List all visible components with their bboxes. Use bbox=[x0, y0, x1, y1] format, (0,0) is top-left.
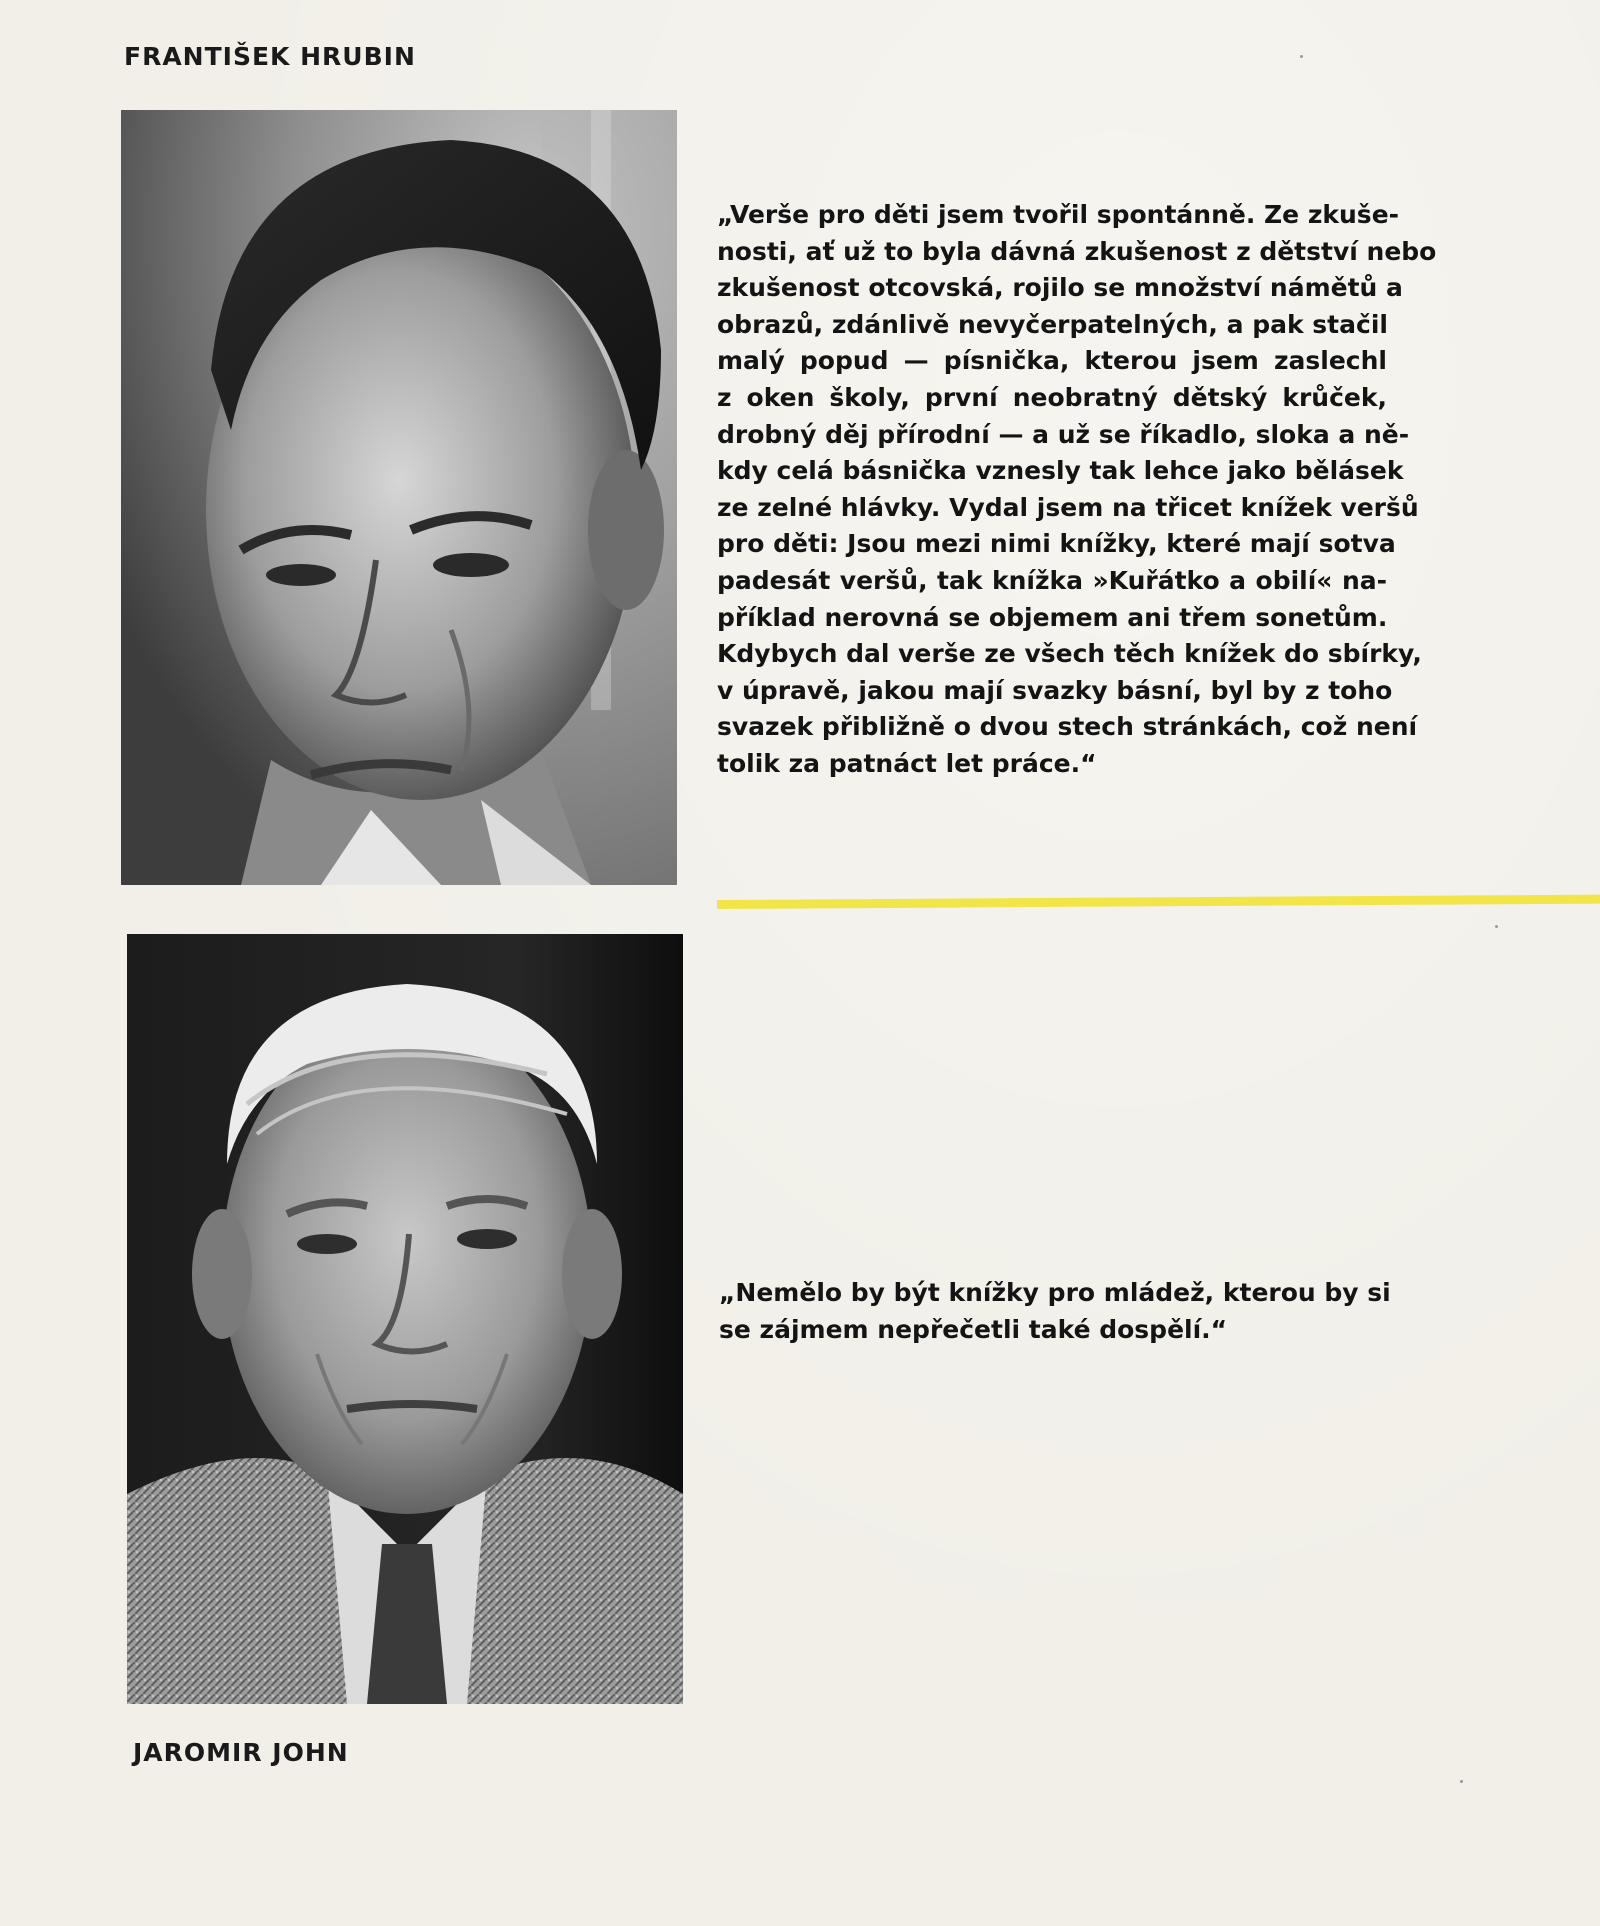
quote-line: padesát veršů, tak knížka »Kuřátko a obilí« na- bbox=[717, 565, 1387, 595]
quote-line: nosti, ať už to byla dávná zkušenost z dětství nebo bbox=[717, 236, 1437, 266]
quote-line: drobný děj přírodní — a už se říkadlo, sloka a ně- bbox=[717, 419, 1410, 449]
quote-line: kdy celá básnička vznesly tak lehce jako bělásek bbox=[717, 456, 1404, 486]
quote-line: v úpravě, jakou mají svazky básní, byl by z toho bbox=[717, 675, 1393, 705]
quote-line: „Nemělo by být knížky pro mládež, kterou by si bbox=[719, 1278, 1391, 1307]
portrait-photo-john bbox=[127, 934, 683, 1704]
quote-line: malý popud — písnička, kterou jsem zaslechl bbox=[717, 346, 1387, 376]
quote-line: ze zelné hlávky. Vydal jsem na třicet knížek veršů bbox=[717, 492, 1419, 522]
quote-line: tolik za patnáct let práce.“ bbox=[717, 748, 1097, 778]
quote-line: Kdybych dal verše ze všech těch knížek do sbírky, bbox=[717, 639, 1422, 669]
paper-speck bbox=[1300, 55, 1303, 58]
author-name-hrubin: FRANTIŠEK HRUBIN bbox=[124, 42, 416, 71]
paper-speck bbox=[1495, 925, 1498, 928]
quote-hrubin bbox=[717, 197, 1437, 783]
paper-speck bbox=[1460, 1780, 1463, 1783]
quote-line: z oken školy, první neobratný dětský krůček, bbox=[717, 382, 1387, 412]
quote-line: pro děti: Jsou mezi nimi knížky, které mají sotva bbox=[717, 529, 1396, 559]
yellow-divider-line bbox=[717, 895, 1600, 909]
quote-john bbox=[719, 1275, 1389, 1348]
quote-line: „Verše pro děti jsem tvořil spontánně. Ze zkuše- bbox=[717, 200, 1400, 229]
quote-line: obrazů, zdánlivě nevyčerpatelných, a pak stačil bbox=[717, 309, 1388, 339]
author-name-john: JAROMIR JOHN bbox=[133, 1738, 349, 1767]
quote-line: svazek přibližně o dvou stech stránkách, což není bbox=[717, 712, 1418, 742]
portrait-photo-hrubin bbox=[121, 110, 677, 885]
quote-line: se zájmem nepřečetli také dospělí.“ bbox=[719, 1314, 1228, 1344]
quote-line: příklad nerovná se objemem ani třem sonetům. bbox=[717, 602, 1388, 632]
quote-line: zkušenost otcovská, rojilo se množství námětů a bbox=[717, 273, 1403, 303]
